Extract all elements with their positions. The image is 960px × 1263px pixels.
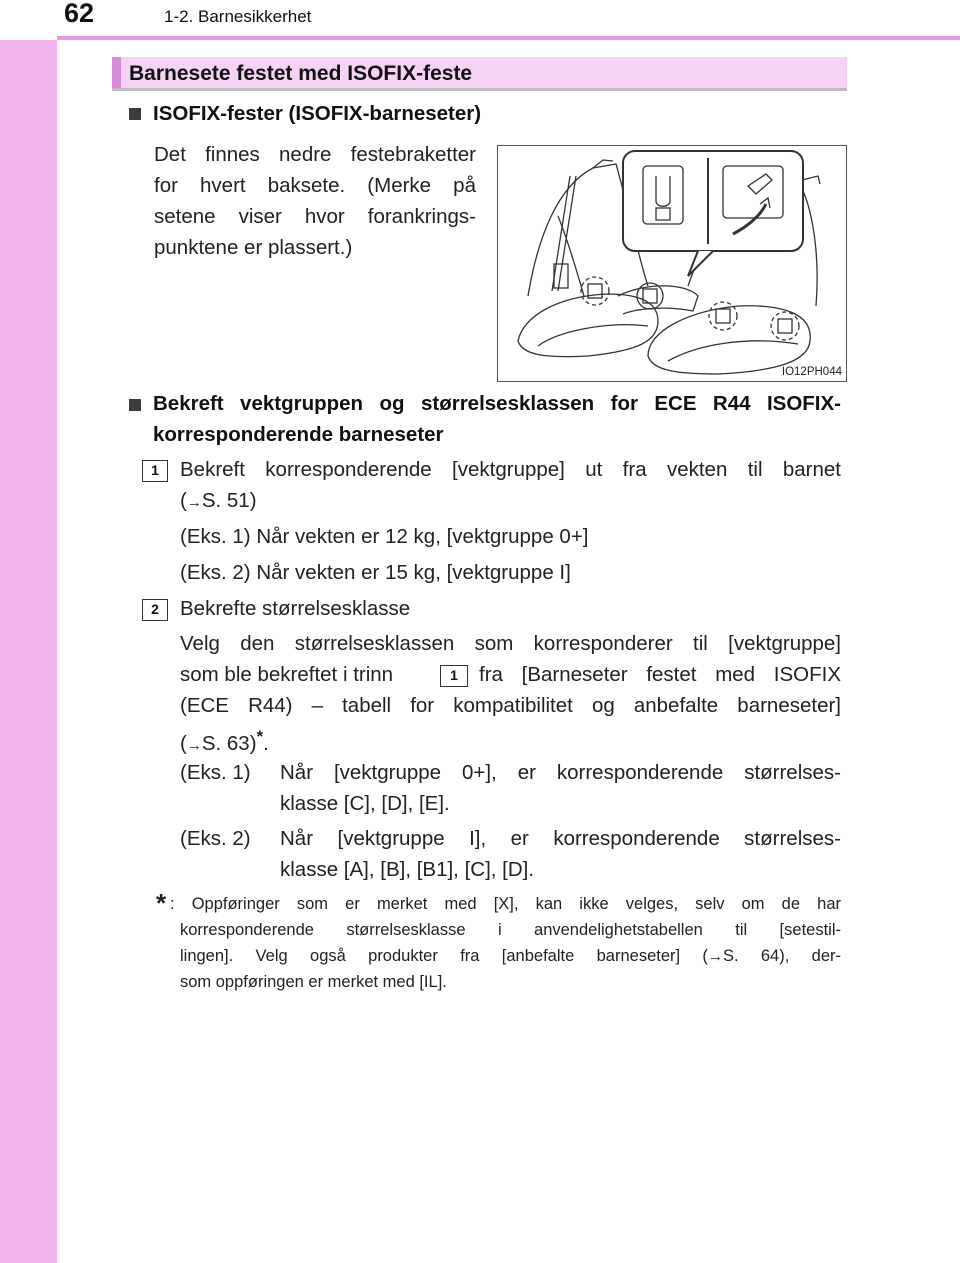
header-rule [57, 36, 960, 40]
step-2-example-1-line-2: klasse [C], [D], [E]. [280, 792, 450, 815]
arrow-right-icon: → [186, 737, 202, 754]
intro-line-3: setene viser hvor forankrings- [154, 205, 476, 228]
footnote-line-3: lingen]. Velg også produkter fra [anbefalte barneseter] (→S. 64), der- [180, 947, 841, 965]
section-accent [112, 57, 121, 88]
figure-code: IO12PH044 [781, 366, 842, 378]
step-1-example-2: (Eks. 2) Når vekten er 15 kg, [vektgruppe I] [180, 561, 571, 584]
arrow-right-icon: → [186, 494, 202, 511]
bullet-square-icon [129, 399, 141, 411]
step-2-example-2-line-1: Når [vektgruppe I], er korresponderende størrelses- [280, 827, 841, 850]
step-ref-badge: 1 [440, 665, 468, 687]
footnote-line-1: : Oppføringer som er merket med [X], kan ikke velges, selv om de har [170, 895, 841, 913]
step-2-badge: 2 [142, 599, 168, 621]
arrow-right-icon: → [707, 948, 723, 965]
footnote-asterisk: * [156, 888, 167, 918]
step-2-title: Bekrefte størrelsesklasse [180, 597, 411, 620]
footnote-line-2: korresponderende størrelsesklasse i anvendelighetstabellen til [setestil- [180, 921, 841, 939]
heading-isofix-anchors: ISOFIX-fester (ISOFIX-barneseter) [153, 102, 482, 125]
bullet-square-icon [129, 108, 141, 120]
step-2-line-2b: fra [Barneseter festet med ISOFIX [479, 663, 841, 686]
step-2-example-1-line-1: Når [vektgruppe 0+], er korresponderende størrelses- [280, 761, 841, 784]
step-2-line-1: Velg den størrelsesklassen som korresponderer til [vektgruppe] [180, 632, 841, 655]
isofix-seat-figure [497, 145, 847, 382]
footnote-line-4: som oppføringen er merket med [IL]. [180, 973, 447, 991]
page-number: 62 [64, 0, 95, 28]
rear-seat-illustration [498, 146, 846, 381]
intro-line-1: Det finnes nedre festebraketter [154, 143, 476, 166]
step-1-badge: 1 [142, 460, 168, 482]
step-2-example-2-label: (Eks. 2) [180, 827, 251, 850]
step-2-line-2a: som ble bekreftet i trinn [180, 663, 394, 686]
step-2-example-2-line-2: klasse [A], [B], [B1], [C], [D]. [280, 858, 535, 881]
step-1-example-1: (Eks. 1) Når vekten er 12 kg, [vektgruppe 0+] [180, 525, 589, 548]
step-2-ref: (→S. 63)*. [180, 727, 269, 755]
step-2-line-3: (ECE R44) – tabell for kompatibilitet og anbefalte barneseter] [180, 694, 841, 717]
chapter-title: 1-2. Barnesikkerhet [164, 7, 312, 26]
step-2-example-1-label: (Eks. 1) [180, 761, 251, 784]
section-title-bar [112, 57, 847, 91]
heading-confirm-line-1: Bekreft vektgruppen og størrelsesklassen for ECE R44 ISOFIX- [153, 392, 841, 415]
intro-line-2: for hvert baksete. (Merke på [154, 174, 476, 197]
section-title: Barnesete festet med ISOFIX-feste [129, 62, 473, 85]
step-1-ref: (→S. 51) [180, 489, 257, 512]
intro-line-4: punktene er plassert.) [154, 236, 353, 259]
header-band [0, 0, 960, 40]
asterisk-mark: * [256, 727, 264, 746]
left-margin-band [0, 0, 57, 1263]
step-1-text: Bekreft korresponderende [vektgruppe] ut fra vekten til barnet [180, 458, 841, 481]
heading-confirm-line-2: korresponderende barneseter [153, 423, 444, 446]
